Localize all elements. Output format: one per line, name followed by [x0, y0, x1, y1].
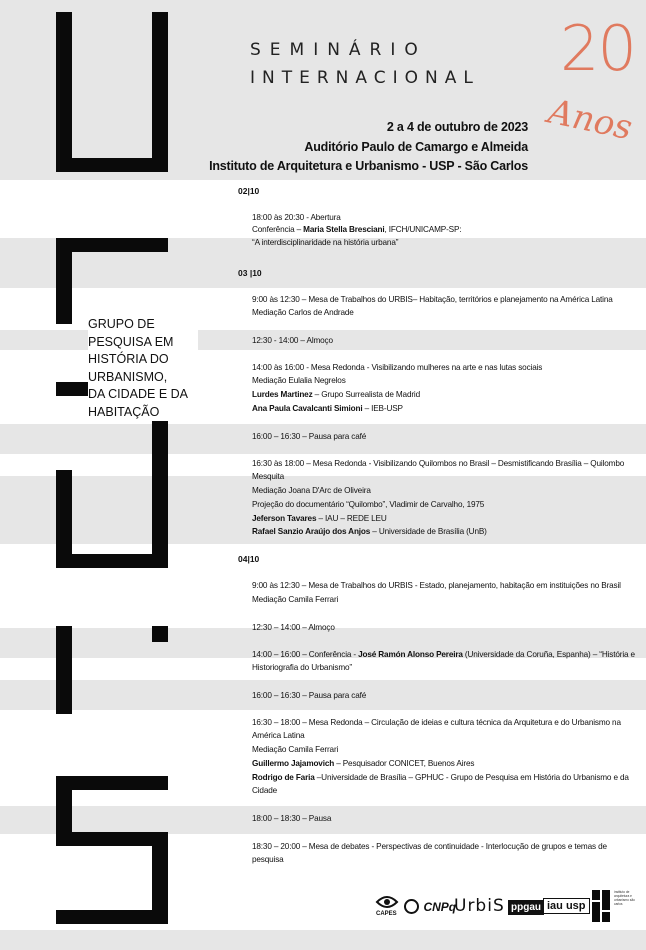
day-label-03-10: 03 |10 [238, 268, 262, 278]
schedule-line [252, 772, 634, 784]
schedule-line: 16:30 – 18:00 – Mesa Redonda – Circulação de ideias e cultura técnica da Arquitetura e do Urbanismo na [252, 718, 621, 727]
urbis-small-logo: UrbiS [454, 896, 505, 916]
letter-s-bottom [56, 910, 168, 924]
capes-icon [374, 892, 400, 912]
schedule-line: Mesquita [252, 472, 285, 481]
schedule-text: – IEB-USP [362, 404, 403, 413]
schedule-line: 14:00 às 16:00 - Mesa Redonda - Visibilizando mulheres na arte e nas lutas sociais [252, 363, 543, 372]
event-institute: Instituto de Arquitetura e Urbanismo - USP - São Carlos [209, 159, 528, 173]
letter-r-stem [56, 238, 168, 252]
event-venue: Auditório Paulo de Camargo e Almeida [304, 140, 528, 154]
cnpq-label: CNPq [423, 899, 457, 914]
schedule-line [252, 649, 634, 661]
schedule-line [252, 403, 634, 415]
iau-block-4 [602, 912, 610, 922]
schedule-text: , IFCH/UNICAMP-SP: [384, 225, 462, 234]
iau-block-2 [602, 890, 610, 910]
anniversary-number: 20 [560, 12, 635, 85]
schedule-line: Cidade [252, 786, 278, 795]
letter-s-top [56, 776, 168, 790]
anniversary-word: Anos [544, 91, 636, 149]
title-internacional: INTERNACIONAL [250, 68, 480, 88]
letter-i-dot [152, 626, 168, 642]
schedule-line: 9:00 às 12:30 – Mesa de Trabalhos do URBIS– Habitação, territórios e planejamento na América Latina [252, 295, 613, 304]
letter-b-bottom [56, 554, 168, 568]
schedule-line: Projeção do documentário “Quilombo”, Vladimir de Carvalho, 1975 [252, 500, 485, 509]
schedule-line: 16:00 – 16:30 – Pausa para café [252, 691, 367, 700]
speaker-name: José Ramón Alonso Pereira [358, 650, 463, 659]
group-name-line: DA CIDADE E DA [88, 387, 189, 401]
schedule-line: 16:30 às 18:00 – Mesa Redonda - Visibilizando Quilombos no Brasil – Desmistificando Brasília – Quilombo [252, 459, 625, 468]
schedule-line: Historiografia do Urbanismo” [252, 663, 353, 672]
letter-u-left-stroke [56, 12, 72, 172]
speaker-name: Rodrigo de Faria [252, 773, 315, 782]
capes-label: CAPES [376, 911, 397, 917]
group-name-line: PESQUISA EM [88, 334, 174, 349]
band-footer [0, 930, 646, 950]
speaker-name: Rafael Sanzio Araújo dos Anjos [252, 527, 371, 536]
speaker-name: Guillermo Jajamovich [252, 759, 335, 768]
band-day2-header [0, 258, 646, 288]
iau-institute-logo [592, 890, 612, 924]
schedule-text: –Universidade de Brasília – GPHUC - Grupo de Pesquisa em História do Urbanismo e da [314, 773, 629, 782]
schedule-line: Mediação Camila Ferrari [252, 595, 339, 604]
group-name-line: URBANISMO, [88, 369, 168, 384]
iau-usp-logo [543, 898, 590, 914]
schedule-line: América Latina [252, 731, 305, 740]
schedule-line: 9:00 às 12:30 – Mesa de Trabalhos do URBIS - Estado, planejamento, habitação em instituições no Brasil [252, 581, 621, 590]
schedule-line: Mediação Joana D'Arc de Oliveira [252, 486, 371, 495]
title-seminario: SEMINÁRIO [250, 40, 427, 60]
schedule-line: 12:30 – 14:00 – Almoço [252, 623, 335, 632]
letter-u-right-stroke [152, 12, 168, 172]
speaker-name: Jeferson Tavares [252, 514, 317, 523]
schedule-line [252, 513, 634, 525]
schedule-text: (Universidade da Coruña, Espanha) – “História e [462, 650, 635, 659]
schedule-line: pesquisa [252, 855, 284, 864]
ppgau-logo [508, 900, 544, 915]
schedule-line: 18:00 – 18:30 – Pausa [252, 814, 332, 823]
speaker-name: Ana Paula Cavalcanti Simioni [252, 404, 363, 413]
schedule-line [252, 224, 634, 236]
schedule-line: 18:00 às 20:30 - Abertura [252, 213, 341, 222]
group-name-line: GRUPO DE [88, 317, 155, 331]
schedule-text: – Grupo Surrealista de Madrid [312, 390, 420, 399]
cnpq-logo [404, 898, 456, 916]
schedule-text: Conferência – [252, 225, 304, 234]
schedule-text: – IAU – REDE LEU [316, 514, 387, 523]
schedule-line: 16:00 – 16:30 – Pausa para café [252, 432, 367, 441]
day-label-02-10: 02|10 [238, 186, 260, 196]
group-name-line: HABITAÇÃO [88, 404, 160, 419]
schedule-line [252, 526, 634, 538]
schedule-text: 14:00 – 16:00 – Conferência - [252, 650, 359, 659]
group-name-line: HISTÓRIA DO [88, 352, 169, 366]
iau-usp-label: iau usp [547, 900, 586, 912]
ppgau-label: ppgau [511, 902, 541, 913]
schedule-line: “A interdisciplinaridade na história urbana” [252, 238, 399, 247]
capes-logo [374, 892, 400, 922]
letter-u-bottom-stroke [56, 158, 168, 172]
schedule-text: – Universidade de Brasília (UnB) [370, 527, 487, 536]
speaker-name: Lurdes Martinez [252, 390, 313, 399]
iau-institute-label: instituto de arquitetura e urbanismo são carlos [614, 890, 635, 906]
schedule-line [252, 758, 634, 770]
cnpq-symbol-icon [404, 899, 419, 914]
iau-block-3 [592, 902, 600, 922]
schedule-line: Mediação Eulalia Negrelos [252, 376, 346, 385]
letter-r-arm [56, 238, 72, 324]
letter-i-stem [56, 626, 72, 714]
event-dates: 2 a 4 de outubro de 2023 [386, 120, 528, 134]
schedule-line: Mediação Camila Ferrari [252, 745, 339, 754]
day-label-04-10: 04|10 [238, 554, 260, 564]
schedule-line [252, 389, 634, 401]
schedule-line: 18:30 – 20:00 – Mesa de debates - Perspectivas de continuidade - Interlocução de grupos e temas de [252, 842, 607, 851]
schedule-text: – Pesquisador CONICET, Buenos Aires [334, 759, 475, 768]
speaker-name: Maria Stella Bresciani [303, 225, 385, 234]
schedule-line: Mediação Carlos de Andrade [252, 308, 354, 317]
schedule-line: 12:30 - 14:00 – Almoço [252, 336, 333, 345]
group-name [88, 316, 198, 421]
iau-block-1 [592, 890, 600, 900]
